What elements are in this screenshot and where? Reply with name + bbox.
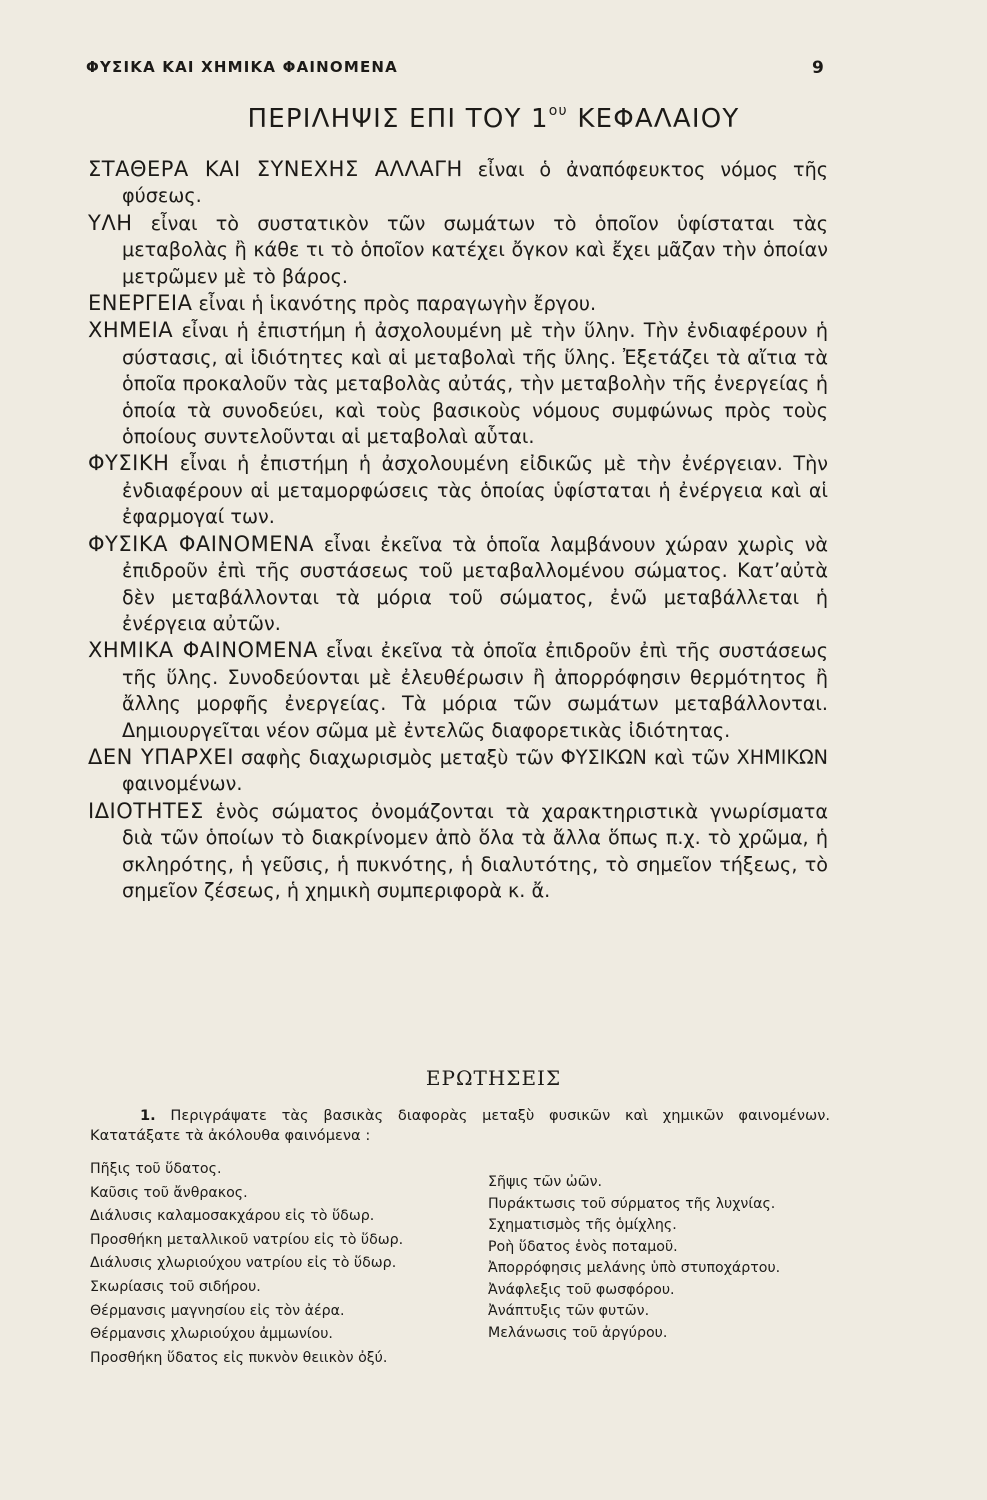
entry-term: ΙΔΙΟΤΗΤΕΣ xyxy=(88,798,204,823)
page-number: 9 xyxy=(812,58,824,78)
phenomenon-item: Θέρμανσις μαγνησίου εἰς τὸν ἀέρα. xyxy=(90,1302,345,1319)
summary-entry xyxy=(88,210,828,290)
summary-entry xyxy=(88,290,828,317)
phenomenon-item: Διάλυσις χλωριούχου νατρίου εἰς τὸ ὕδωρ. xyxy=(90,1255,397,1272)
phenomenon-item: Θέρμανσις χλωριούχου ἀμμωνίου. xyxy=(90,1326,333,1343)
summary-title-main: ΠΕΡΙΛΗΨΙΣ ΕΠΙ ΤΟΥ 1 xyxy=(247,104,549,134)
summary-title xyxy=(0,104,987,134)
phenomenon-item: Πυράκτωσις τοῦ σύρματος τῆς λυχνίας. xyxy=(488,1195,776,1212)
phenomenon-item: Προσθήκη ὕδατος εἰς πυκνὸν θειικὸν ὀξύ. xyxy=(90,1349,388,1366)
entry-text: εἶναι τὸ συστατικὸν τῶν σωμάτων τὸ ὁποῖον ὑφίσταται τὰς μεταβολὰς ἢ κάθε τι τὸ ὁποῖον κατέχει ὄγκον καὶ ἔχει μᾶζαν τὴν ὁποίαν μετρῶμεν μὲ τὸ βάρος. xyxy=(122,211,828,288)
entry-term: ΕΝΕΡΓΕΙΑ xyxy=(88,291,193,316)
entry-term: ΥΛΗ xyxy=(88,210,133,235)
phenomenon-item: Σχηματισμὸς τῆς ὁμίχλης. xyxy=(488,1217,677,1233)
question-text: Περιγράψατε τὰς βασικὰς διαφορὰς μεταξὺ φυσικῶν καὶ χημικῶν φαινομένων. Κατατάξατε τὰ ἀκόλουθα φαινόμενα : xyxy=(90,1107,830,1144)
entry-text: εἶναι ἡ ἐπιστήμη ἡ ἀσχολουμένη εἰδικῶς μὲ τὴν ἐνέργειαν. Τὴν ἐνδιαφέρουν αἱ μεταμορφώσεις τὰς ὁποίας ὑφίσταται ἡ ἐνέργεια καὶ αἱ ἐφαρμογαί των. xyxy=(122,452,828,529)
summary-entry xyxy=(88,317,828,450)
summary-entry xyxy=(88,156,828,210)
summary-title-end: ΚΕΦΑΛΑΙΟΥ xyxy=(567,104,740,134)
phenomenon-item: Προσθήκη μεταλλικοῦ νατρίου εἰς τὸ ὕδωρ. xyxy=(90,1231,404,1248)
question-number: 1. xyxy=(140,1107,156,1124)
summary-entry xyxy=(88,637,828,744)
running-head: ΦΥΣΙΚΑ ΚΑΙ ΧΗΜΙΚΑ ΦΑΙΝΟΜΕΝΑ xyxy=(86,58,398,76)
entry-text: εἶναι ἡ ἱκανότης πρὸς παραγωγὴν ἔργου. xyxy=(198,292,597,316)
entry-term: ΧΗΜΙΚΑ ΦΑΙΝΟΜΕΝΑ xyxy=(88,638,319,663)
summary-entry xyxy=(88,744,828,798)
summary-entry xyxy=(88,450,828,530)
entry-term: ΦΥΣΙΚΗ xyxy=(88,451,170,476)
phenomenon-item: Ροὴ ὕδατος ἑνὸς ποταμοῦ. xyxy=(488,1238,678,1255)
phenomenon-item: Διάλυσις καλαμοσακχάρου εἰς τὸ ὕδωρ. xyxy=(90,1208,375,1225)
summary-entry xyxy=(88,531,828,638)
phenomenon-item: Ἀνάπτυξις τῶν φυτῶν. xyxy=(488,1303,650,1319)
question-1 xyxy=(90,1106,830,1146)
entry-term: ΧΗΜΕΙΑ xyxy=(88,318,174,343)
entry-term: ΔΕΝ ΥΠΑΡΧΕΙ xyxy=(88,744,234,769)
phenomena-list-left xyxy=(90,1158,480,1370)
phenomenon-item: Ἀπορρόφησις μελάνης ὑπὸ στυποχάρτου. xyxy=(488,1260,781,1276)
phenomenon-item: Πῆξις τοῦ ὕδατος. xyxy=(90,1161,222,1177)
entry-text: εἶναι ἡ ἐπιστήμη ἡ ἀσχολουμένη μὲ τὴν ὕλην. Τὴν ἐνδιαφέρουν ἡ σύστασις, αἱ ἰδιότητες καὶ αἱ μεταβολαὶ τῆς ὕλης. Ἐξετάζει τὰ αἴτια τὰ ὁποῖα προκαλοῦν τὰς μεταβολὰς αὐτάς, τὴν μεταβολὴν τῆς ἐνεργείας ἡ ὁποία τὰ συνοδεύει, καὶ τοὺς βασικοὺς νόμους συμφώνως πρὸς τοὺς ὁποίους συντελοῦνται αἱ μεταβολαὶ αὗται. xyxy=(122,319,828,449)
phenomena-list-right xyxy=(488,1172,838,1344)
summary-entries xyxy=(88,156,828,904)
summary-title-ordinal: ου xyxy=(548,103,568,120)
entry-text: σαφὴς διαχωρισμὸς μεταξὺ τῶν ΦΥΣΙΚΩΝ καὶ τῶν ΧΗΜΙΚΩΝ φαινομένων. xyxy=(122,745,828,796)
entry-text: εἶναι ὁ ἀναπόφευκτος νόμος τῆς φύσεως. xyxy=(122,158,828,208)
entry-text: ἑνὸς σώματος ὀνομάζονται τὰ χαρακτηριστικὰ γνωρίσματα διὰ τῶν ὁποίων τὸ διακρίνομεν ἀπὸ ὅλα τὰ ἄλλα ὅπως π.χ. τὸ χρῶμα, ἡ σκληρότης, ἡ γεῦσις, ἡ πυκνότης, ἡ διαλυτότης, τὸ σημεῖον τήξεως, τὸ σημεῖον ζέσεως, ἡ χημικὴ συμπεριφορὰ κ. ἄ. xyxy=(122,799,828,902)
phenomenon-item: Καῦσις τοῦ ἄνθρακος. xyxy=(90,1184,248,1201)
phenomenon-item: Μελάνωσις τοῦ ἀργύρου. xyxy=(488,1324,668,1341)
summary-entry xyxy=(88,798,828,905)
entry-term: ΦΥΣΙΚΑ ΦΑΙΝΟΜΕΝΑ xyxy=(88,531,315,556)
phenomenon-item: Σῆψις τῶν ὠῶν. xyxy=(488,1174,603,1190)
entry-text: εἶναι ἐκεῖνα τὰ ὁποῖα ἐπιδροῦν ἐπὶ τῆς συστάσεως τῆς ὕλης. Συνοδεύονται μὲ ἐλευθέρωσιν ἢ ἀπορρόφησιν θερμότητος ἢ ἄλλης μορφῆς ἐνεργείας. Τὰ μόρια τῶν σωμάτων μεταβάλλονται. Δημιουργεῖται νέον σῶμα μὲ ἐντελῶς διαφορετικὰς ἰδιότητας. xyxy=(122,639,828,742)
entry-text: εἶναι ἐκεῖνα τὰ ὁποῖα λαμβάνουν χώραν χωρὶς νὰ ἐπιδροῦν ἐπὶ τῆς συστάσεως τοῦ μεταβαλλομένου σώματος. Κατ’αὐτὰ δὲν μεταβάλλονται τὰ μόρια τοῦ σώματος, ἐνῶ μεταβάλλεται ἡ ἐνέργεια αὐτῶν. xyxy=(122,532,828,635)
phenomenon-item: Σκωρίασις τοῦ σιδήρου. xyxy=(90,1278,261,1295)
phenomenon-item: Ἀνάφλεξις τοῦ φωσφόρου. xyxy=(488,1281,675,1298)
entry-term: ΣΤΑΘΕΡΑ ΚΑΙ ΣΥΝΕΧΗΣ ΑΛΛΑΓΗ xyxy=(88,157,463,181)
questions-title: ΕΡΩΤΗΣΕΙΣ xyxy=(425,1066,562,1090)
